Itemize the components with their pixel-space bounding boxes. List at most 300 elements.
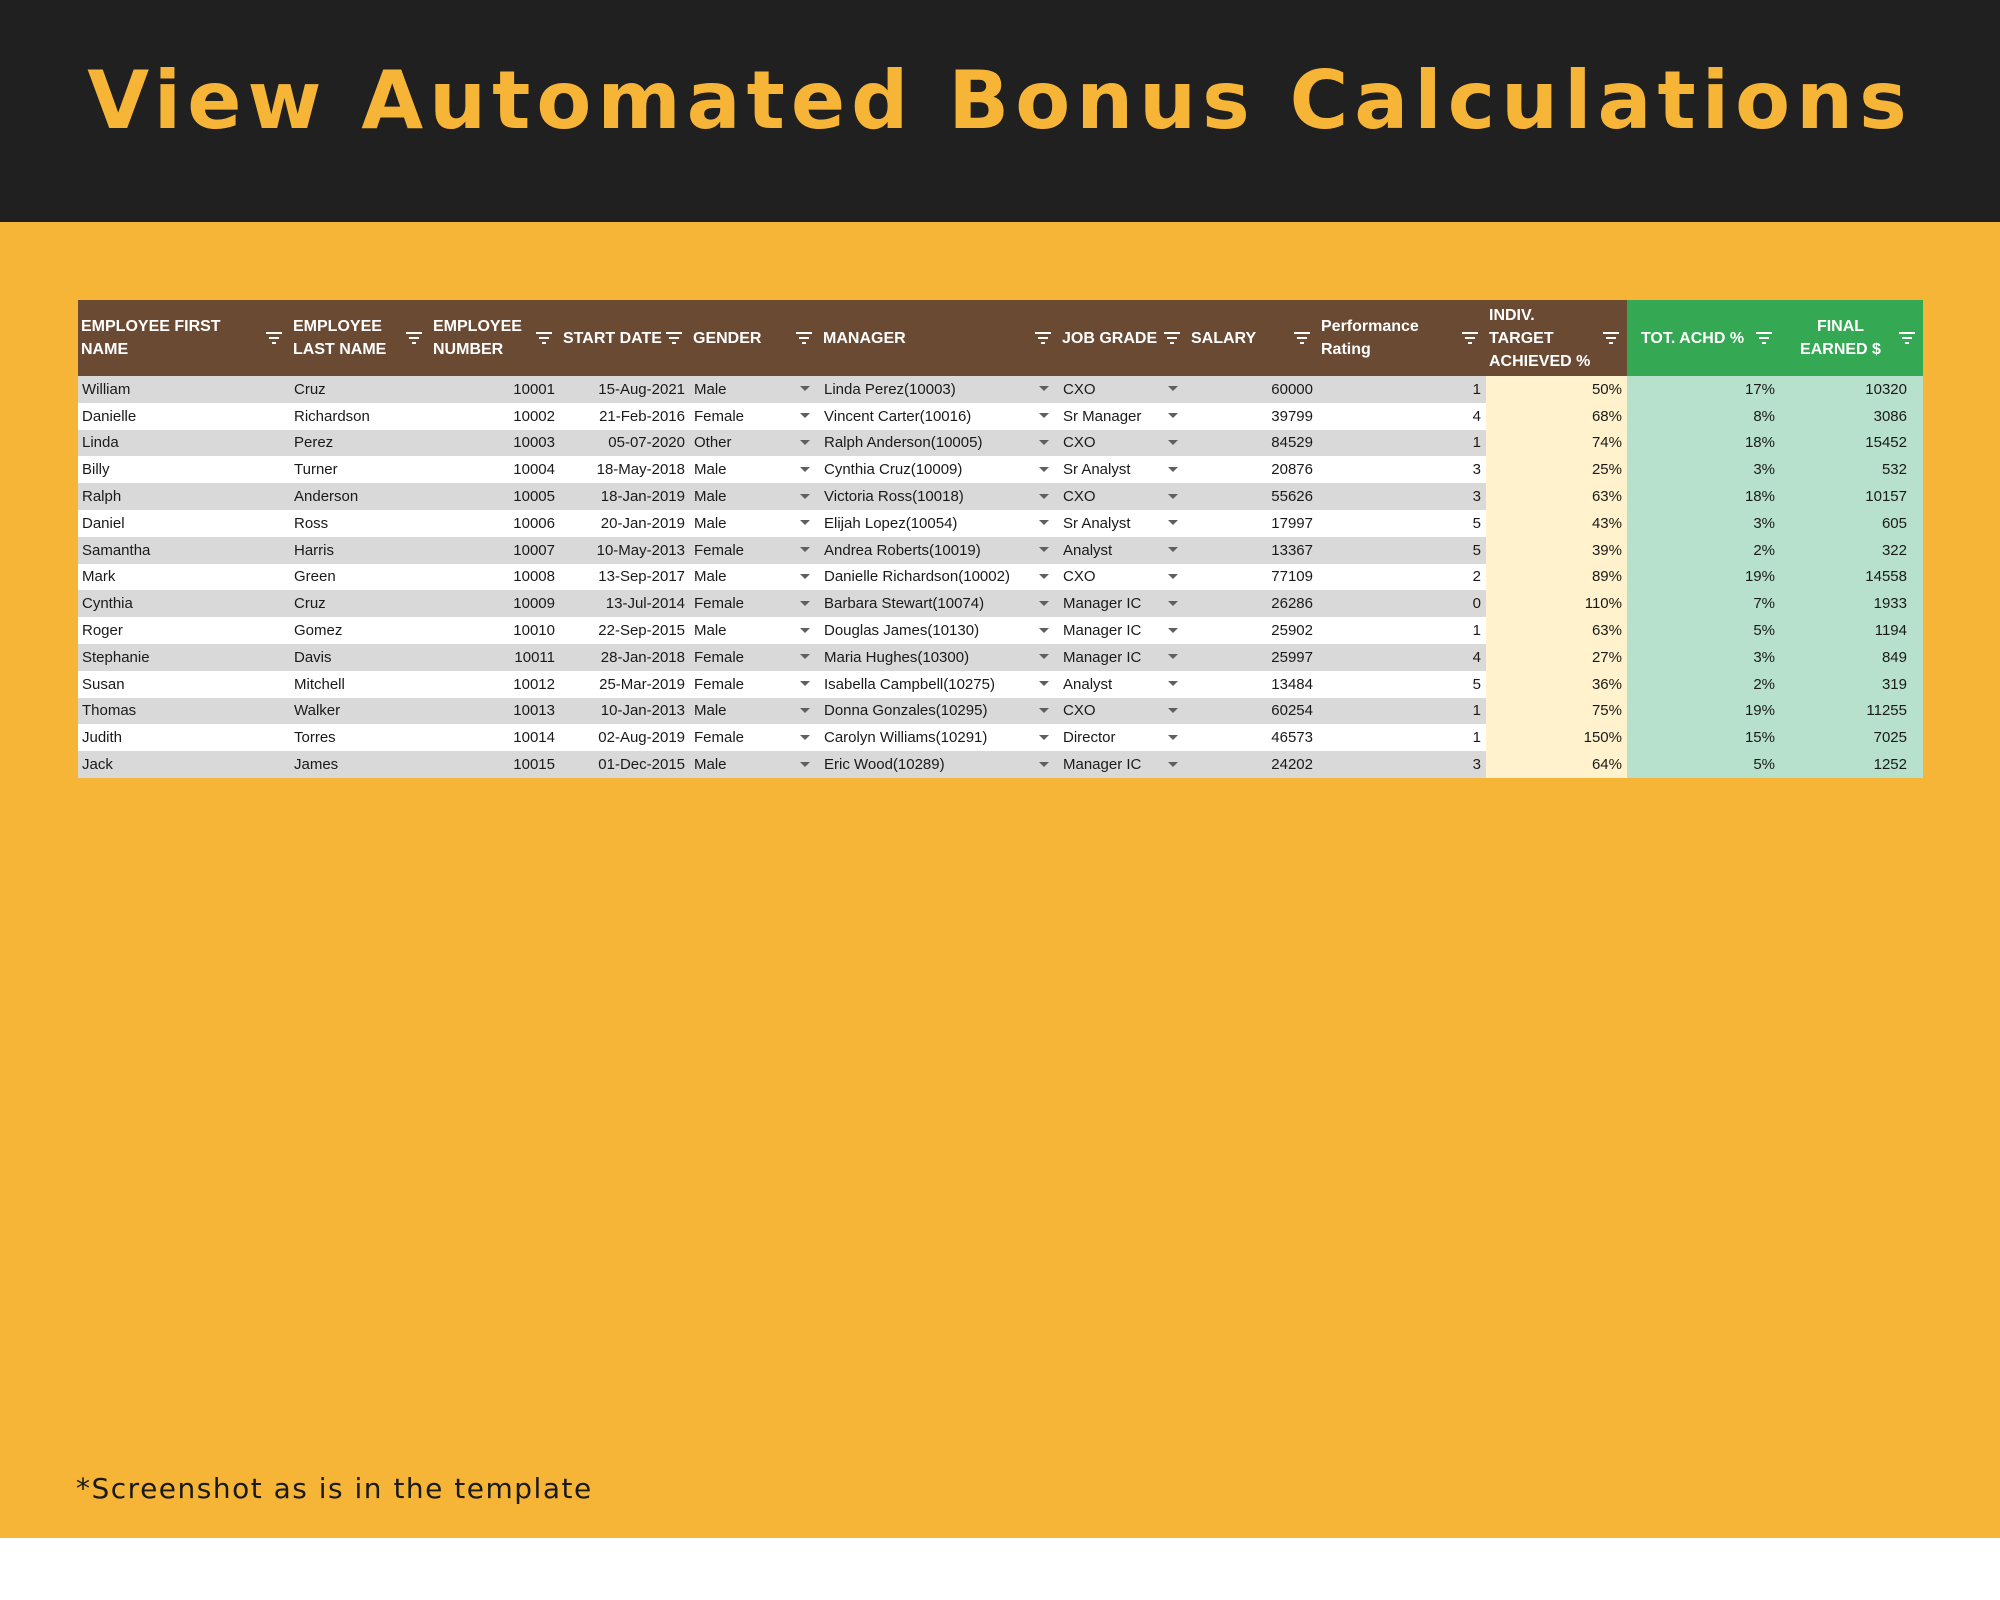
employee-number-cell: 10004 (430, 456, 560, 483)
filter-icon[interactable] (1603, 332, 1619, 344)
column-header-label: INDIV. TARGET ACHIEVED % (1489, 306, 1591, 370)
employee-number-cell: 10015 (430, 751, 560, 778)
dropdown-caret-icon[interactable] (1168, 654, 1178, 659)
salary-cell: 24202 (1188, 751, 1318, 778)
dropdown-value: Female (694, 407, 745, 425)
salary-cell: 25902 (1188, 617, 1318, 644)
dropdown-caret-icon[interactable] (800, 467, 810, 472)
employee-number-cell: 10003 (430, 430, 560, 457)
dropdown-value: Sr Manager (1063, 407, 1142, 425)
start-date-cell: 10-Jan-2013 (560, 698, 690, 725)
table-row (78, 376, 1923, 403)
dropdown-caret-icon[interactable] (1168, 413, 1178, 418)
rating-cell: 2 (1318, 564, 1486, 591)
column-header[interactable] (1627, 300, 1780, 376)
dropdown-value: Analyst (1063, 675, 1113, 693)
start-date-cell: 18-Jan-2019 (560, 483, 690, 510)
salary-cell: 60254 (1188, 698, 1318, 725)
manager-dropdown[interactable] (820, 510, 1059, 537)
manager-dropdown[interactable] (820, 456, 1059, 483)
final-earned-cell: 319 (1780, 671, 1923, 698)
column-header-label: GENDER (693, 329, 762, 347)
gender-dropdown[interactable] (690, 483, 820, 510)
last-name-cell: Gomez (290, 617, 430, 644)
filter-icon[interactable] (1164, 332, 1180, 344)
dropdown-value: CXO (1063, 702, 1096, 720)
dropdown-value: Isabella Campbell(10275) (824, 675, 995, 693)
salary-cell: 46573 (1188, 724, 1318, 751)
manager-dropdown[interactable] (820, 590, 1059, 617)
manager-dropdown[interactable] (820, 537, 1059, 564)
gender-dropdown[interactable] (690, 537, 820, 564)
rating-cell: 4 (1318, 644, 1486, 671)
dropdown-caret-icon[interactable] (800, 574, 810, 579)
table-row (78, 564, 1923, 591)
dropdown-caret-icon[interactable] (1168, 520, 1178, 525)
dropdown-caret-icon[interactable] (800, 708, 810, 713)
dropdown-value: Manager IC (1063, 622, 1142, 640)
dropdown-caret-icon[interactable] (1168, 681, 1178, 686)
job-grade-dropdown[interactable] (1059, 644, 1188, 671)
column-header[interactable] (690, 300, 820, 376)
last-name-cell: Walker (290, 698, 430, 725)
final-earned-cell: 7025 (1780, 724, 1923, 751)
total-achieved-cell: 2% (1627, 671, 1780, 698)
dropdown-value: Ralph Anderson(10005) (824, 434, 983, 452)
rating-cell: 0 (1318, 590, 1486, 617)
total-achieved-cell: 3% (1627, 456, 1780, 483)
column-header[interactable] (430, 300, 560, 376)
dropdown-value: CXO (1063, 488, 1096, 506)
employee-number-cell: 10006 (430, 510, 560, 537)
column-header-label: JOB GRADE (1062, 329, 1158, 347)
salary-cell: 17997 (1188, 510, 1318, 537)
rating-cell: 3 (1318, 483, 1486, 510)
dropdown-caret-icon[interactable] (800, 520, 810, 525)
table-row (78, 456, 1923, 483)
dropdown-value: Male (694, 756, 727, 774)
table-row (78, 483, 1923, 510)
gender-dropdown[interactable] (690, 430, 820, 457)
indiv-target-cell: 68% (1486, 403, 1627, 430)
dropdown-value: Carolyn Williams(10291) (824, 729, 988, 747)
indiv-target-cell: 63% (1486, 617, 1627, 644)
indiv-target-cell: 64% (1486, 751, 1627, 778)
job-grade-dropdown[interactable] (1059, 590, 1188, 617)
job-grade-dropdown[interactable] (1059, 510, 1188, 537)
gender-dropdown[interactable] (690, 590, 820, 617)
column-header-label: START DATE (563, 329, 662, 347)
final-earned-cell: 532 (1780, 456, 1923, 483)
dropdown-caret-icon[interactable] (800, 413, 810, 418)
column-header[interactable] (1318, 300, 1486, 376)
final-earned-cell: 1194 (1780, 617, 1923, 644)
dropdown-caret-icon[interactable] (800, 601, 810, 606)
total-achieved-cell: 19% (1627, 698, 1780, 725)
dropdown-caret-icon[interactable] (1168, 440, 1178, 445)
table-row (78, 617, 1923, 644)
rating-cell: 3 (1318, 456, 1486, 483)
employee-number-cell: 10008 (430, 564, 560, 591)
total-achieved-cell: 17% (1627, 376, 1780, 403)
gender-dropdown[interactable] (690, 617, 820, 644)
rating-cell: 1 (1318, 724, 1486, 751)
start-date-cell: 22-Sep-2015 (560, 617, 690, 644)
indiv-target-cell: 50% (1486, 376, 1627, 403)
manager-dropdown[interactable] (820, 564, 1059, 591)
dropdown-value: Maria Hughes(10300) (824, 648, 970, 666)
last-name-cell: Turner (290, 456, 430, 483)
dropdown-value: Male (694, 622, 727, 640)
dropdown-value: CXO (1063, 568, 1096, 586)
column-header-label: TOT. ACHD % (1640, 329, 1745, 347)
final-earned-cell: 10157 (1780, 483, 1923, 510)
indiv-target-cell: 150% (1486, 724, 1627, 751)
indiv-target-cell: 25% (1486, 456, 1627, 483)
dropdown-value: Manager IC (1063, 756, 1142, 774)
job-grade-dropdown[interactable] (1059, 617, 1188, 644)
column-header[interactable] (560, 300, 690, 376)
table-row (78, 403, 1923, 430)
dropdown-caret-icon[interactable] (1039, 681, 1049, 686)
first-name-cell: Samantha (78, 537, 290, 564)
first-name-cell: Judith (78, 724, 290, 751)
column-header[interactable] (1188, 300, 1318, 376)
final-earned-cell: 322 (1780, 537, 1923, 564)
indiv-target-cell: 36% (1486, 671, 1627, 698)
column-header[interactable] (1780, 300, 1923, 376)
first-name-cell: Susan (78, 671, 290, 698)
total-achieved-cell: 8% (1627, 403, 1780, 430)
final-earned-cell: 605 (1780, 510, 1923, 537)
footnote: *Screenshot as is in the template (76, 1472, 593, 1505)
employee-number-cell: 10005 (430, 483, 560, 510)
dropdown-value: Female (694, 541, 745, 559)
dropdown-value: Sr Analyst (1063, 461, 1131, 479)
job-grade-dropdown[interactable] (1059, 483, 1188, 510)
job-grade-dropdown[interactable] (1059, 564, 1188, 591)
salary-cell: 13367 (1188, 537, 1318, 564)
dropdown-caret-icon[interactable] (800, 654, 810, 659)
gender-dropdown[interactable] (690, 376, 820, 403)
gender-dropdown[interactable] (690, 510, 820, 537)
gender-dropdown[interactable] (690, 698, 820, 725)
salary-cell: 77109 (1188, 564, 1318, 591)
dropdown-value: Female (694, 595, 745, 613)
total-achieved-cell: 2% (1627, 537, 1780, 564)
last-name-cell: Perez (290, 430, 430, 457)
filter-icon[interactable] (1756, 332, 1772, 344)
dropdown-caret-icon[interactable] (1039, 520, 1049, 525)
dropdown-caret-icon[interactable] (1039, 413, 1049, 418)
manager-dropdown[interactable] (820, 671, 1059, 698)
rating-cell: 1 (1318, 430, 1486, 457)
column-header[interactable] (290, 300, 430, 376)
dropdown-caret-icon[interactable] (800, 494, 810, 499)
first-name-cell: Jack (78, 751, 290, 778)
dropdown-value: Danielle Richardson(10002) (824, 568, 1010, 586)
column-header[interactable] (78, 300, 290, 376)
indiv-target-cell: 89% (1486, 564, 1627, 591)
table-row (78, 671, 1923, 698)
final-earned-cell: 10320 (1780, 376, 1923, 403)
manager-dropdown[interactable] (820, 376, 1059, 403)
column-header[interactable] (1059, 300, 1188, 376)
dropdown-value: Male (694, 461, 727, 479)
employee-number-cell: 10014 (430, 724, 560, 751)
dropdown-value: Barbara Stewart(10074) (824, 595, 985, 613)
final-earned-cell: 1933 (1780, 590, 1923, 617)
indiv-target-cell: 43% (1486, 510, 1627, 537)
last-name-cell: Ross (290, 510, 430, 537)
filter-icon[interactable] (796, 332, 812, 344)
employee-number-cell: 10007 (430, 537, 560, 564)
dropdown-caret-icon[interactable] (1039, 601, 1049, 606)
dropdown-caret-icon[interactable] (1039, 386, 1049, 391)
table-row (78, 644, 1923, 671)
start-date-cell: 02-Aug-2019 (560, 724, 690, 751)
start-date-cell: 13-Jul-2014 (560, 590, 690, 617)
dropdown-caret-icon[interactable] (1039, 440, 1049, 445)
dropdown-caret-icon[interactable] (1039, 547, 1049, 552)
start-date-cell: 10-May-2013 (560, 537, 690, 564)
salary-cell: 84529 (1188, 430, 1318, 457)
start-date-cell: 28-Jan-2018 (560, 644, 690, 671)
job-grade-dropdown[interactable] (1059, 376, 1188, 403)
gender-dropdown[interactable] (690, 403, 820, 430)
dropdown-value: Director (1063, 729, 1116, 747)
dropdown-caret-icon[interactable] (1168, 386, 1178, 391)
final-earned-cell: 15452 (1780, 430, 1923, 457)
filter-icon[interactable] (406, 332, 422, 344)
job-grade-dropdown[interactable] (1059, 430, 1188, 457)
manager-dropdown[interactable] (820, 698, 1059, 725)
dropdown-caret-icon[interactable] (1039, 708, 1049, 713)
rating-cell: 5 (1318, 671, 1486, 698)
dropdown-caret-icon[interactable] (800, 440, 810, 445)
first-name-cell: Danielle (78, 403, 290, 430)
dropdown-caret-icon[interactable] (1039, 628, 1049, 633)
start-date-cell: 01-Dec-2015 (560, 751, 690, 778)
job-grade-dropdown[interactable] (1059, 724, 1188, 751)
column-header-label: EMPLOYEE LAST NAME (293, 318, 387, 358)
start-date-cell: 20-Jan-2019 (560, 510, 690, 537)
job-grade-dropdown[interactable] (1059, 403, 1188, 430)
final-earned-cell: 3086 (1780, 403, 1923, 430)
manager-dropdown[interactable] (820, 430, 1059, 457)
dropdown-caret-icon[interactable] (1168, 494, 1178, 499)
dropdown-value: Other (694, 434, 732, 452)
dropdown-caret-icon[interactable] (800, 386, 810, 391)
salary-cell: 55626 (1188, 483, 1318, 510)
dropdown-value: Elijah Lopez(10054) (824, 514, 958, 532)
job-grade-dropdown[interactable] (1059, 751, 1188, 778)
rating-cell: 5 (1318, 510, 1486, 537)
indiv-target-cell: 39% (1486, 537, 1627, 564)
manager-dropdown[interactable] (820, 644, 1059, 671)
total-achieved-cell: 5% (1627, 751, 1780, 778)
dropdown-value: Donna Gonzales(10295) (824, 702, 988, 720)
last-name-cell: Anderson (290, 483, 430, 510)
manager-dropdown[interactable] (820, 403, 1059, 430)
column-header-label: MANAGER (823, 329, 906, 347)
dropdown-value: Vincent Carter(10016) (824, 407, 972, 425)
final-earned-cell: 1252 (1780, 751, 1923, 778)
final-earned-cell: 14558 (1780, 564, 1923, 591)
dropdown-value: Eric Wood(10289) (824, 756, 945, 774)
gender-dropdown[interactable] (690, 644, 820, 671)
first-name-cell: Daniel (78, 510, 290, 537)
job-grade-dropdown[interactable] (1059, 671, 1188, 698)
dropdown-caret-icon[interactable] (1039, 467, 1049, 472)
dropdown-caret-icon[interactable] (1039, 574, 1049, 579)
column-header-label: SALARY (1191, 329, 1257, 347)
dropdown-caret-icon[interactable] (1168, 574, 1178, 579)
dropdown-value: Sr Analyst (1063, 514, 1131, 532)
rating-cell: 1 (1318, 617, 1486, 644)
employee-number-cell: 10001 (430, 376, 560, 403)
first-name-cell: Ralph (78, 483, 290, 510)
job-grade-dropdown[interactable] (1059, 698, 1188, 725)
rating-cell: 1 (1318, 376, 1486, 403)
column-header-label: EMPLOYEE NUMBER (433, 318, 522, 358)
dropdown-value: Victoria Ross(10018) (824, 488, 964, 506)
first-name-cell: Cynthia (78, 590, 290, 617)
gender-dropdown[interactable] (690, 751, 820, 778)
salary-cell: 39799 (1188, 403, 1318, 430)
indiv-target-cell: 110% (1486, 590, 1627, 617)
filter-icon[interactable] (1899, 332, 1915, 344)
dropdown-caret-icon[interactable] (1168, 601, 1178, 606)
dropdown-caret-icon[interactable] (1168, 708, 1178, 713)
total-achieved-cell: 18% (1627, 483, 1780, 510)
column-header-label: Performance Rating (1321, 318, 1419, 358)
dropdown-caret-icon[interactable] (1039, 654, 1049, 659)
dropdown-value: Male (694, 380, 727, 398)
start-date-cell: 25-Mar-2019 (560, 671, 690, 698)
manager-dropdown[interactable] (820, 483, 1059, 510)
dropdown-caret-icon[interactable] (1168, 762, 1178, 767)
dropdown-value: Linda Perez(10003) (824, 380, 956, 398)
last-name-cell: Cruz (290, 590, 430, 617)
column-header[interactable] (820, 300, 1059, 376)
dropdown-caret-icon[interactable] (1168, 735, 1178, 740)
rating-cell: 3 (1318, 751, 1486, 778)
dropdown-value: Douglas James(10130) (824, 622, 980, 640)
column-header-label: EMPLOYEE FIRST NAME (81, 318, 221, 358)
dropdown-caret-icon[interactable] (800, 735, 810, 740)
start-date-cell: 21-Feb-2016 (560, 403, 690, 430)
table-row (78, 751, 1923, 778)
dropdown-caret-icon[interactable] (800, 681, 810, 686)
dropdown-value: CXO (1063, 380, 1096, 398)
column-header[interactable] (1486, 300, 1627, 376)
employee-number-cell: 10002 (430, 403, 560, 430)
dropdown-value: Male (694, 568, 727, 586)
gender-dropdown[interactable] (690, 456, 820, 483)
filter-icon[interactable] (1035, 332, 1051, 344)
table-row (78, 537, 1923, 564)
first-name-cell: Mark (78, 564, 290, 591)
total-achieved-cell: 18% (1627, 430, 1780, 457)
dropdown-caret-icon[interactable] (1168, 628, 1178, 633)
dropdown-caret-icon[interactable] (1039, 762, 1049, 767)
first-name-cell: Billy (78, 456, 290, 483)
gender-dropdown[interactable] (690, 564, 820, 591)
job-grade-dropdown[interactable] (1059, 456, 1188, 483)
dropdown-value: Male (694, 702, 727, 720)
bonus-table (78, 300, 1923, 778)
filter-icon[interactable] (536, 332, 552, 344)
dropdown-value: Analyst (1063, 541, 1113, 559)
dropdown-caret-icon[interactable] (1168, 547, 1178, 552)
header-row (78, 300, 1923, 376)
manager-dropdown[interactable] (820, 724, 1059, 751)
total-achieved-cell: 7% (1627, 590, 1780, 617)
start-date-cell: 13-Sep-2017 (560, 564, 690, 591)
last-name-cell: Richardson (290, 403, 430, 430)
gender-dropdown[interactable] (690, 724, 820, 751)
dropdown-caret-icon[interactable] (800, 628, 810, 633)
filter-icon[interactable] (266, 332, 282, 344)
indiv-target-cell: 27% (1486, 644, 1627, 671)
start-date-cell: 05-07-2020 (560, 430, 690, 457)
rating-cell: 5 (1318, 537, 1486, 564)
dropdown-value: Female (694, 675, 745, 693)
rating-cell: 1 (1318, 698, 1486, 725)
dropdown-caret-icon[interactable] (800, 762, 810, 767)
dropdown-caret-icon[interactable] (1168, 467, 1178, 472)
manager-dropdown[interactable] (820, 617, 1059, 644)
total-achieved-cell: 15% (1627, 724, 1780, 751)
dropdown-value: Manager IC (1063, 648, 1142, 666)
total-achieved-cell: 5% (1627, 617, 1780, 644)
filter-icon[interactable] (1462, 332, 1478, 344)
salary-cell: 60000 (1188, 376, 1318, 403)
indiv-target-cell: 63% (1486, 483, 1627, 510)
salary-cell: 20876 (1188, 456, 1318, 483)
salary-cell: 26286 (1188, 590, 1318, 617)
start-date-cell: 15-Aug-2021 (560, 376, 690, 403)
first-name-cell: Stephanie (78, 644, 290, 671)
rating-cell: 4 (1318, 403, 1486, 430)
filter-icon[interactable] (1294, 332, 1310, 344)
total-achieved-cell: 19% (1627, 564, 1780, 591)
dropdown-value: CXO (1063, 434, 1096, 452)
total-achieved-cell: 3% (1627, 510, 1780, 537)
table-row (78, 724, 1923, 751)
last-name-cell: Mitchell (290, 671, 430, 698)
dropdown-value: Andrea Roberts(10019) (824, 541, 981, 559)
manager-dropdown[interactable] (820, 751, 1059, 778)
table-row (78, 430, 1923, 457)
job-grade-dropdown[interactable] (1059, 537, 1188, 564)
column-header-label: FINAL EARNED $ (1800, 318, 1881, 358)
start-date-cell: 18-May-2018 (560, 456, 690, 483)
salary-cell: 25997 (1188, 644, 1318, 671)
last-name-cell: Davis (290, 644, 430, 671)
gender-dropdown[interactable] (690, 671, 820, 698)
dropdown-caret-icon[interactable] (1039, 494, 1049, 499)
page-title: View Automated Bonus Calculations (87, 54, 1913, 147)
first-name-cell: Thomas (78, 698, 290, 725)
filter-icon[interactable] (666, 332, 682, 344)
dropdown-caret-icon[interactable] (800, 547, 810, 552)
dropdown-value: Male (694, 514, 727, 532)
dropdown-caret-icon[interactable] (1039, 735, 1049, 740)
first-name-cell: Roger (78, 617, 290, 644)
last-name-cell: Green (290, 564, 430, 591)
